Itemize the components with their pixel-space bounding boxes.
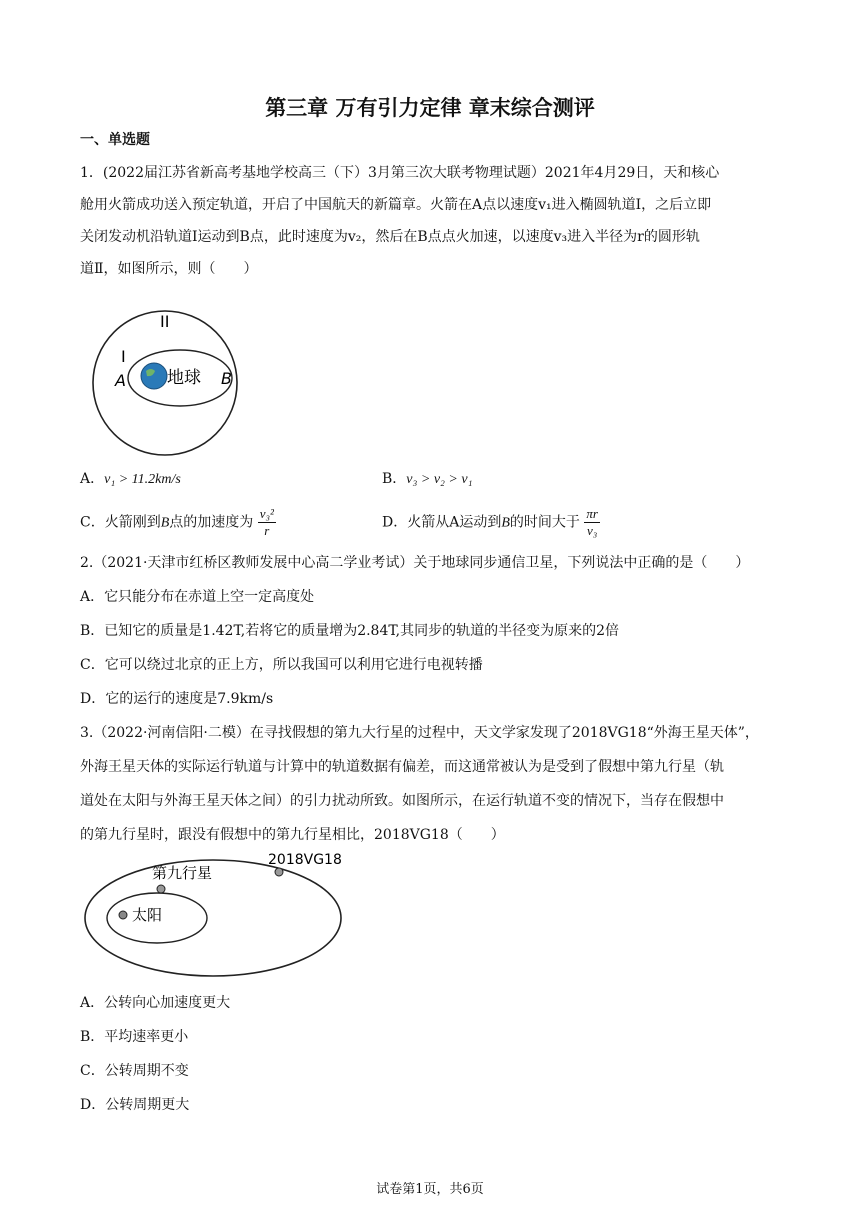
q1-option-a[interactable]: A．v₁ > 11.2km/s — [80, 471, 181, 487]
q3-option-d[interactable]: D．公转周期更大 — [80, 1097, 190, 1113]
orbit-figure-2 — [80, 848, 350, 983]
label-orbit-i: I — [121, 347, 126, 366]
orbit-figure-1 — [80, 305, 250, 465]
q3-option-a[interactable]: A．公转向心加速度更大 — [80, 995, 231, 1011]
page-title: 第三章 万有引力定律 章末综合测评 — [265, 96, 595, 120]
label-2018vg18: 2018VG18 — [268, 852, 342, 868]
label-ninth-planet: 第九行星 — [152, 864, 213, 882]
sun-icon — [119, 911, 127, 919]
q1-line-3: 关闭发动机沿轨道Ⅰ运动到B点，此时速度为v₂，然后在B点点火加速，以速度v₃进入半径为r的圆形轨 — [80, 229, 700, 245]
q3-option-c[interactable]: C．公转周期不变 — [80, 1063, 189, 1079]
object-2018vg18-icon — [275, 868, 283, 876]
q2-stem: 2.（2021·天津市红桥区教师发展中心高二学业考试）关于地球同步通信卫星，下列说法中正确的是（ ） — [80, 555, 750, 571]
q2-option-a[interactable]: A．它只能分布在赤道上空一定高度处 — [80, 589, 315, 605]
q1-option-c[interactable]: C．火箭刚到B点的加速度为 $\frac{\text{v₃²}}{r}$ — [80, 506, 274, 538]
ninth-planet-icon — [157, 885, 165, 893]
q1-line-4: 道Ⅱ，如图所示，则（ ） — [80, 261, 258, 277]
q3-line-1: 3.（2022·河南信阳·二模）在寻找假想的第九大行星的过程中，天文学家发现了2018VG18“外海王星天体”， — [80, 725, 759, 741]
fraction-pir-over-v3: $\frac{\pi r}{\text{v₃}}$ — [586, 506, 598, 538]
q3-line-4: 的第九行星时，跟没有假想中的第九行星相比，2018VG18（ ） — [80, 827, 505, 843]
q2-option-d[interactable]: D．它的运行的速度是7.9km/s — [80, 691, 274, 707]
q2-option-b[interactable]: B．已知它的质量是1.42T,若将它的质量增为2.84T,其同步的轨道的半径变为原来的2倍 — [80, 623, 619, 639]
q2-option-c[interactable]: C．它可以绕过北京的正上方，所以我国可以利用它进行电视转播 — [80, 657, 483, 673]
q3-line-2: 外海王星天体的实际运行轨道与计算中的轨道数据有偏差，而这通常被认为是受到了假想中第九行星（轨 — [80, 759, 724, 775]
label-earth: 地球 — [167, 368, 201, 388]
earth-icon — [141, 363, 167, 389]
label-sun: 太阳 — [132, 906, 163, 924]
q1-option-d[interactable]: D．火箭从A运动到B的时间大于 $\frac{\pi r}{\text{v₃}}$ — [382, 506, 598, 538]
label-point-a: A — [115, 371, 126, 390]
label-point-b: B — [221, 369, 232, 388]
section-heading: 一、单选题 — [80, 132, 150, 148]
q1-line-1: 1．(2022届江苏省新高考基地学校高三（下）3月第三次大联考物理试题）2021年4月29日，天和核心 — [80, 165, 720, 181]
q3-option-b[interactable]: B．平均速率更小 — [80, 1029, 189, 1045]
q1-option-b[interactable]: B．v₃ > v₂ > v₁ — [382, 471, 473, 487]
label-orbit-ii: II — [160, 312, 170, 331]
fraction-v3sq-over-r: $\frac{\text{v₃²}}{r}$ — [259, 506, 274, 538]
page-footer: 试卷第1页，共6页 — [376, 1182, 484, 1197]
q1-line-2: 舱用火箭成功送入预定轨道，开启了中国航天的新篇章。火箭在A点以速度v₁进入椭圆轨道Ⅰ，之后立即 — [80, 197, 712, 213]
q3-line-3: 道处在太阳与外海王星天体之间）的引力扰动所致。如图所示，在运行轨道不变的情况下，当存在假想中 — [80, 793, 724, 809]
